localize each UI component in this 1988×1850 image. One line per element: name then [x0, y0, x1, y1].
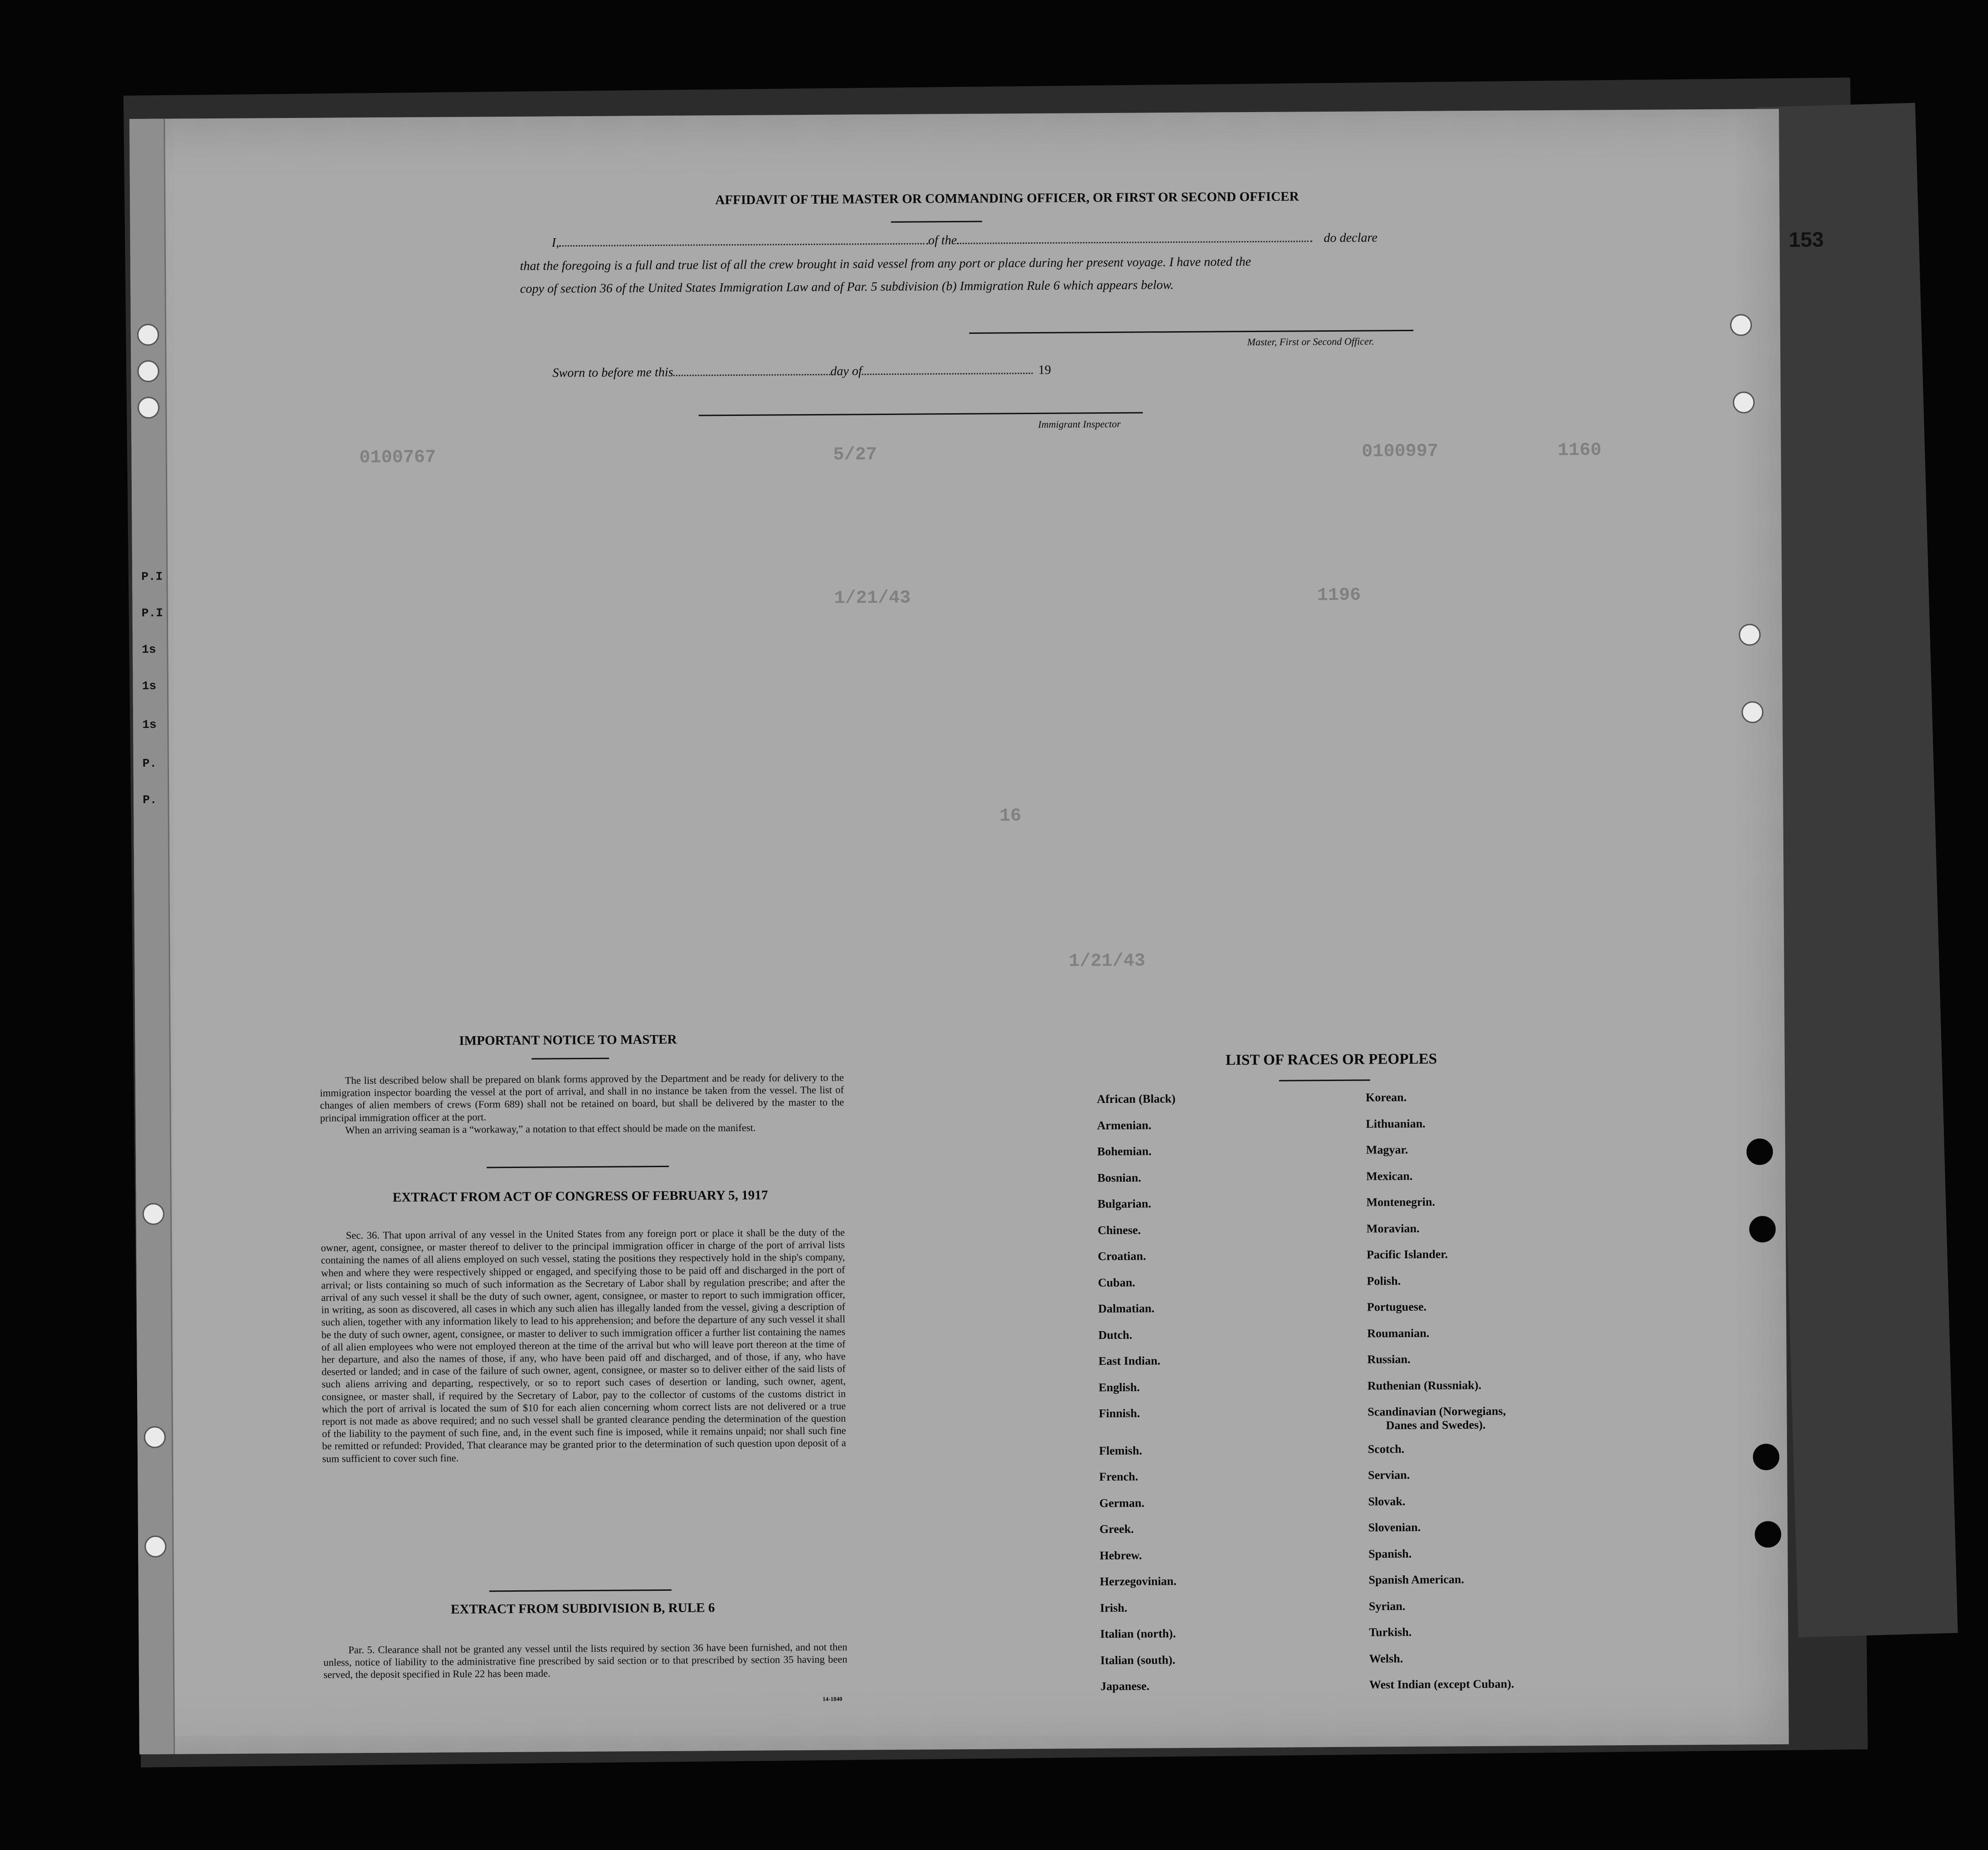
left-binding-strip [129, 119, 175, 1754]
race-item: Slovak. [1368, 1494, 1406, 1508]
punch-hole [1747, 1138, 1773, 1165]
affidavit-i: I, [551, 236, 560, 250]
punch-hole [138, 397, 159, 419]
race-item: Russian. [1367, 1352, 1411, 1366]
strip-label: P. [143, 793, 157, 807]
bleed-through-text: 0100997 [1361, 441, 1438, 462]
punch-hole [144, 1536, 166, 1558]
races-title: LIST OF RACES OR PEOPLES [1225, 1051, 1437, 1069]
race-item: Dutch. [1098, 1328, 1132, 1342]
race-item: Flemish. [1099, 1444, 1142, 1457]
race-item: Korean. [1366, 1091, 1407, 1104]
strip-label: P.I [141, 606, 163, 620]
race-item: Chinese. [1097, 1223, 1141, 1237]
signature-line[interactable] [969, 330, 1413, 334]
strip-label: 1s [142, 642, 156, 656]
race-item: Lithuanian. [1366, 1117, 1426, 1131]
affidavit-line-1 [552, 231, 1377, 250]
punch-hole [1755, 1521, 1781, 1548]
race-item: Turkish. [1369, 1625, 1412, 1639]
strip-label: P.I [141, 569, 163, 584]
race-item: Servian. [1368, 1468, 1410, 1482]
race-item: Moravian. [1366, 1221, 1420, 1235]
bleed-through-text: 0100767 [359, 447, 436, 469]
race-item: Slovenian. [1368, 1520, 1421, 1534]
notice-title: IMPORTANT NOTICE TO MASTER [459, 1032, 677, 1048]
extract-act-body: Sec. 36. That upon arrival of any vessel in the United States from any foreign port or place it shall be the duty of the owner, agent, consignee, or master thereof to deliver to the principal immigration officer in charge of the port of arrival lists containing the names of all aliens employed on such vessel, stating the positions they respectively hold in the ship's company, when and where they were respectively shipped or engaged, and specifying those to be paid off and discharged in the port of arrival; or lists containing so much of such information as the Secretary of Labor shall by regulation prescribe; and after the arrival of any such vessel it shall be the duty of such owner, agent, consignee, or master to report to such immigration officer, in writing, as soon as discovered, all cases in which any such alien has illegally landed from the vessel, giving a description of such alien, together with any information likely to lead to his apprehension; and before the departure of any such vessel it shall be the duty of such owner, agent, consignee, or master to deliver to such immigration officer a further list containing the names of all alien employees who were not employed thereon at the time of the arrival but who will leave port thereon at the time of her departure, and also the names of those, if any, who have been paid off and discharged, and of those, if any, who have deserted or landed; and in case of the failure of such owner, agent, consignee, or master so to deliver either of the said lists of such aliens arriving and departing, respectively, or so to report such cases of desertion or landing, such owner, agent, consignee, or master shall, if required by the Secretary of Labor, pay to the collector of customs of the customs district in which the port of arrival is located the sum of $10 for each alien concerning whom correct lists are not delivered or a true report is not made as above required; and no such vessel shall be granted clearance pending the determination of the question of the liability to the payment of such fine, and, in the event such fine is imposed, while it remains unpaid; nor shall such fine be remitted or refunded: Provided, That clearance may be granted prior to the determination of such question upon deposit of a sum sufficient to cover such fine. [321, 1226, 846, 1465]
extract-act-title: EXTRACT FROM ACT OF CONGRESS OF FEBRUARY 5, 1917 [392, 1188, 768, 1205]
race-item: African (Black) [1097, 1092, 1176, 1106]
extract-rule-body: Par. 5. Clearance shall not be granted any vessel until the lists required by section 36 have been furnished, and not then unless, notice of liability to the administrative fine prescribed by said section or to that prescribed by section 35 having been served, the deposit specified in Rule 22 has been made. [323, 1641, 848, 1681]
race-item: Irish. [1099, 1601, 1128, 1614]
race-item: Mexican. [1366, 1169, 1413, 1183]
race-item: Portuguese. [1366, 1300, 1427, 1314]
race-item: Syrian. [1368, 1599, 1406, 1613]
race-item: Croatian. [1098, 1249, 1146, 1263]
race-item: Scotch. [1367, 1442, 1405, 1456]
race-item: Greek. [1099, 1522, 1134, 1536]
bleed-through-text: 5/27 [833, 445, 877, 466]
bleed-through-text: 1196 [1317, 585, 1361, 606]
extract-rule-title: EXTRACT FROM SUBDIVISION B, RULE 6 [451, 1600, 715, 1617]
divider [891, 221, 982, 223]
race-item: Italian (south). [1100, 1653, 1176, 1667]
race-item: German. [1099, 1496, 1145, 1510]
race-item: Ruthenian (Russniak). [1367, 1378, 1482, 1393]
punch-hole [1730, 314, 1752, 336]
race-item: Welsh. [1369, 1651, 1403, 1666]
sworn-month-field[interactable] [862, 373, 1033, 375]
race-item: Bosnian. [1097, 1171, 1141, 1184]
page-number: 153 [1788, 227, 1824, 251]
race-item: Roumanian. [1367, 1326, 1430, 1340]
divider [487, 1166, 669, 1168]
punch-hole [137, 360, 159, 382]
race-item: Spanish. [1368, 1547, 1412, 1561]
punch-hole [1749, 1216, 1776, 1242]
bleed-through-text: 1/21/43 [834, 588, 911, 609]
strip-label: 1s [142, 679, 156, 693]
race-item: Scandinavian (Norwegians, [1367, 1404, 1506, 1419]
signature-caption: Master, First or Second Officer. [1247, 335, 1374, 348]
race-item: Armenian. [1097, 1118, 1151, 1132]
race-item: West Indian (except Cuban). [1369, 1677, 1515, 1691]
race-item: Polish. [1366, 1274, 1401, 1288]
form-number: 14-1840 [822, 1695, 842, 1702]
notice-paragraph-2: When an arriving seaman is a “workaway,” a notation to that effect should be made on the manifest. [345, 1122, 756, 1136]
race-item: Montenegrin. [1366, 1195, 1435, 1209]
inspector-caption: Immigrant Inspector [1038, 418, 1121, 430]
affidavit-line-3: copy of section 36 of the United States Immigration Law and of Par. 5 subdivision (b) Immigration Rule 6 which appears below. [520, 278, 1174, 296]
divider [1279, 1079, 1370, 1081]
race-item: English. [1099, 1380, 1140, 1394]
punch-hole [1753, 1444, 1779, 1470]
notice-paragraph [320, 1071, 844, 1137]
race-item: Italian (north). [1100, 1627, 1176, 1641]
affidavit-line-2: that the foregoing is a full and true list of all the crew brought in said vessel from any port or place during her present voyage. I have noted the [519, 255, 1251, 273]
extract-act-paragraph [321, 1226, 846, 1465]
vessel-field[interactable] [957, 241, 1312, 244]
race-item: Spanish American. [1368, 1573, 1464, 1587]
race-item: French. [1099, 1470, 1138, 1484]
strip-label: P. [142, 756, 157, 770]
bleed-through-text: 16 [999, 806, 1022, 827]
divider [532, 1058, 609, 1060]
punch-hole [144, 1426, 166, 1448]
race-item: Hebrew. [1099, 1548, 1142, 1562]
sworn-line [552, 363, 1051, 381]
race-item: Finnish. [1099, 1406, 1140, 1420]
affidavit-title: AFFIDAVIT OF THE MASTER OR COMMANDING OFFICER, OR FIRST OR SECOND OFFICER [715, 189, 1299, 208]
manifest-page [129, 109, 1824, 1754]
sworn-text: Sworn to before me this [552, 365, 673, 380]
affidavit-do-declare: do declare [1323, 231, 1378, 246]
punch-hole [1733, 391, 1755, 413]
notice-paragraph-1: The list described below shall be prepared on blank forms approved by the Department and be ready for delivery to the immigration inspector boarding the vessel at the port of arrival, and shall in no instance be taken from the vessel. The list of changes of alien members of crews (Form 689) shall not be retained on board, but shall be delivered by the master to the principal immigration officer at the port. [320, 1071, 844, 1124]
sworn-day-field[interactable] [673, 374, 830, 376]
race-item: Herzegovinian. [1099, 1574, 1177, 1589]
affidavit-of-the: of the [928, 233, 957, 248]
sworn-day-of: day of [830, 364, 862, 379]
strip-label: 1s [142, 717, 157, 732]
race-item: Bohemian. [1097, 1144, 1152, 1158]
divider [489, 1589, 672, 1592]
bleed-through-text: 1/21/43 [1068, 951, 1146, 972]
extract-rule-paragraph [324, 1641, 848, 1681]
race-item-continuation: Danes and Swedes). [1386, 1418, 1486, 1432]
race-item: Bulgarian. [1097, 1197, 1151, 1211]
punch-hole [1739, 624, 1761, 646]
race-item: Japanese. [1100, 1679, 1150, 1693]
punch-hole [143, 1203, 164, 1225]
punch-hole [137, 324, 159, 346]
bleed-through-text: 1160 [1557, 440, 1602, 461]
race-item: Dalmatian. [1098, 1302, 1155, 1316]
race-item: Cuban. [1098, 1276, 1135, 1289]
race-item: Magyar. [1366, 1143, 1408, 1157]
race-item: East Indian. [1098, 1354, 1161, 1368]
inspector-signature-line[interactable] [699, 412, 1143, 416]
punch-hole [1741, 701, 1763, 723]
race-item: Pacific Islander. [1366, 1247, 1448, 1261]
name-field[interactable] [559, 243, 928, 246]
sworn-year: 19 [1038, 363, 1051, 377]
